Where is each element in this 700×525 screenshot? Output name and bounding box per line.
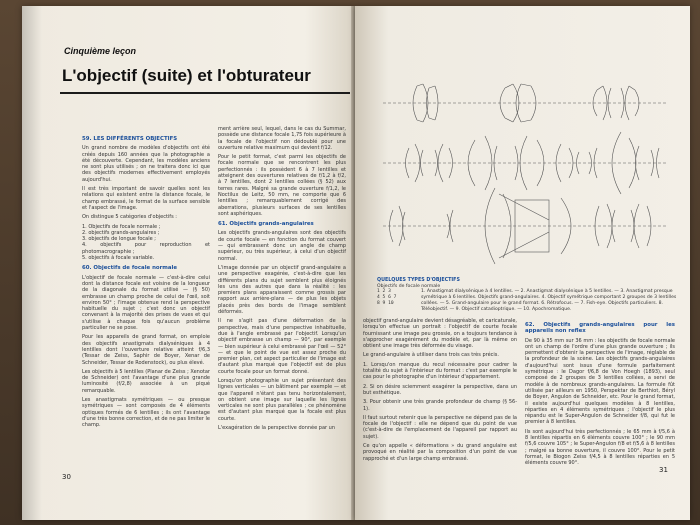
paragraph: Les anastigmats symétriques — ou presque symétriques — sont composés de 4 éléments optiques formés de 6 lentilles ; ils ont l'avantage d'une très bonne correction, et de ne pas limiter le champ. <box>82 396 210 429</box>
section-heading: 60. Objectifs de focale normale <box>82 265 178 272</box>
right-column-2 <box>525 318 675 470</box>
left-page <box>22 6 355 520</box>
grid-row: 1 2 3 <box>377 289 391 295</box>
paragraph: 2. Si on désire sciemment exagérer la perspective, dans un but esthétique. <box>363 383 517 396</box>
left-column-2 <box>218 126 346 434</box>
paragraph: Les objectifs grands-angulaires sont des objectifs de courte focale — en fonction du format couvert — qui embrassent donc un angle de champ supérieur, ou très supérieur, à celui d'un objectif normal. <box>218 230 346 262</box>
paragraph: 1. Lorsqu'on manque du recul nécessaire pour cadrer la totalité du sujet à l'intérieur du format : c'est par exemple le cas pour le photographe d'un intérieur d'appartement. <box>363 361 517 381</box>
paragraph: Pour le petit format, c'est parmi les objectifs de focale normale que se rencontrent les plus perfectionnés : ils possèdent 6 à 7 lentilles et atteignent des ouvertures relatives de f/1,2 à f/2, à 7 lentilles, dont 2 lentilles collées (§ 52) aux terres rares. Malgré sa grande ouverture f/1,2, le Noctilux de Leitz, 50 mm, ne comporte que 6 lentilles ; remarquablement corrigé des aberrations, plusieurs surfaces de ses lentilles sont asphériques. <box>218 154 346 217</box>
caption-text: 1. Anastigmat dialysénique à 4 lentilles. — 2. Anastigmat dialysénique à 5 lentilles. — 3. Anastigmat presque symétrique à 6 lentilles. Objectifs grand-angulaires. 4. Objectif symétrique comportant 2 groupes de 3 lentilles collées. — 5. Grand-angulaire pour le grand format. 6. Rétrofocus. — 7. Fish-eye. Objectifs particuliers. 8. Téléobjectif. — 9. Objectif catadioptrique. — 10. Apochromatique. <box>421 289 677 312</box>
paragraph: L'objectif de focale normale — c'est-à-dire celui dont la distance focale est voisine de la longueur de la diagonale du format utilisé — (§ 50) embrasse un champ proche de celui de l'œil, soit environ 50° ; l'image obtenue rend la perspective habituelle du sujet ; c'est donc un objectif convenant à la majorité des prises de vues et qui s'utilise à chaque fois qu'aucun problème particulier ne se pose. <box>82 274 210 332</box>
paragraph: Les objectifs à 5 lentilles (Planar de Zeiss ; Xenotar de Schneider) ont l'avantage d'une plus grande luminosité (f/2,8) associée à un piqué remarquable. <box>82 368 210 394</box>
caption-subtitle: Objectifs de focale normale <box>377 283 441 289</box>
section-heading: 61. Objectifs grands-angulaires <box>218 221 314 228</box>
lens-diagram-figure <box>375 48 675 278</box>
paragraph: Ce qu'on appelle « déformations » du grand angulaire est provoqué en réalité par la composition d'un point de vue rapproché et d'un large champ embrassé. <box>363 443 517 462</box>
paragraph: Un grand nombre de modèles d'objectifs ont été créés depuis 160 années que la photographie a été découverte. Cependant, les modèles anciens ne sont plus utilisés ; on ne traitera donc ici que des objectifs modernes effectivement employés aujourd'hui. <box>82 145 210 183</box>
right-page <box>355 6 690 520</box>
paragraph: Lorsqu'on photographie un sujet présentant des lignes verticales — un bâtiment par exemple — et que l'appareil n'étant pas tenu horizontalement, on obtient une image sur laquelle les lignes verticales ne sont plus parallèles ; ce phénomène est d'autant plus marqué que la focale est plus courte. <box>218 377 346 422</box>
paragraph: L'image donnée par un objectif grand-angulaire a une perspective exagérée, c'est-à-dire que les différents plans du sujet semblent plus éloignés les uns des autres que dans la réalité : les premiers plans apparaissent comme grossis par rapport aux arrière-plans — de plus les objets placés près des bords de l'image semblent déformés. <box>218 264 346 316</box>
paragraph: Pour les appareils de grand format, on emploie des objectifs anastigmats dialyséniques à 4 lentilles dont l'ouverture relative atteint f/6,3 (Tessar de Zeiss, Saphir de Boyer, Xenar de Schneider, Tessar de Rodenstock), ou plus élevé. <box>82 334 210 366</box>
right-column-1 <box>363 318 517 465</box>
list-item: 4. objectifs pour reproduction et photomacrographie ; <box>82 242 210 255</box>
figure-caption <box>377 278 677 312</box>
grid-row: 8 9 10 <box>377 300 394 306</box>
left-column-1 <box>82 132 210 431</box>
paragraph: ment arrière seul, lequel, dans le cas du Summar, possède une distance focale 1,75 fois supérieure à la focale de l'objectif non dédoublé pour une ouverture relative maximum qui devient f/12. <box>218 126 346 151</box>
caption-title: QUELQUES TYPES D'OBJECTIFS <box>377 278 460 283</box>
list-item: 1. Objectifs de focale normale ; <box>82 223 161 230</box>
title-underline <box>60 92 350 94</box>
grid-row: 4 5 6 7 <box>377 295 397 301</box>
paragraph: Il ne s'agit pas d'une déformation de la perspective, mais d'une perspective inhabituelle, due à l'angle embrassé par l'objectif. Lorsqu'un objectif embrasse un champ — 90°, par exemple — bien supérieur à celui embrassé par l'œil — 52° — et que le point de vue est assez proche du premier plan, cet aspect particulier de l'image est d'autant plus marqué que l'objectif est de plus courte focale pour un format donné. <box>218 318 346 375</box>
page-edge-shadow <box>22 6 42 520</box>
lesson-label: Cinquième leçon <box>64 46 137 56</box>
paragraph: 3. Pour obtenir une très grande profondeur de champ (§ 56-1). <box>363 399 517 412</box>
paragraph: L'exagération de la perspective donnée par un <box>218 425 336 432</box>
paragraph: Il faut surtout retenir que la perspective ne dépend pas de la focale de l'objectif : elle ne dépend que du point de vue (c'est-à-dire de l'emplacement de l'appareil par rapport au sujet). <box>363 414 517 440</box>
page-number-left: 30 <box>62 473 71 481</box>
section-heading: 62. Objectifs grands-angulaires pour les appareils non reflex <box>525 322 675 335</box>
page-number-right: 31 <box>659 466 668 474</box>
chapter-title: L'objectif (suite) et l'obturateur <box>62 66 311 85</box>
paragraph: Le grand-angulaire à utiliser dans trois cas très précis. <box>363 352 499 359</box>
paragraph: De 90 à 35 mm sur 36 mm : les objectifs de focale normale ont un champ de l'ordre d'une plus grande ouverture ; ils permettent d'obtenir la perspective de l'image, réglable de la profondeur de la scène. Les objectifs grands-angulaires d'aujourd'hui sont issus d'une formule parfaitement symétrique : le Dagor f/6,8 de Von Hoegh (1893), seul composé de 2 groupes de 3 lentilles collées, a servi de modèle à de nombreux grands-angulaires. La formule fût utilisée par ailleurs en 1950, Perspektar de Berthiot, Béryl de Boyer, Angulon de Schneider, etc. Pour le grand format, il existe aujourd'hui quelques modèles à 8 lentilles, réparties en 4 éléments symétriques ; l'objectif le plus répandu est le Super-Angulon de Schneider f/8, qui fut le premier à 8 lentilles. <box>525 337 675 426</box>
paragraph: Il est très important de savoir quelles sont les relations qui existent entre la distance focale, le champ embrassé, le format de la surface sensible et l'aspect de l'image. <box>82 186 210 211</box>
list-item: 5. objectifs à focale variable. <box>82 255 155 262</box>
lens-diagrams <box>375 48 675 288</box>
open-book <box>22 6 690 520</box>
paragraph: objectif grand-angulaire devient désagréable, et caricaturale, lorsqu'on effectue un portrait : l'objectif de courte focale fournissant une image peu grossie, on a toujours tendance à s'approcher exagérément du modèle et, par là même on obtient une image très déformée du visage. <box>363 318 518 350</box>
list-item: 3. objectifs de longue focale ; <box>82 236 156 243</box>
paragraph: Ils sont aujourd'hui très perfectionnés ; le 65 mm à f/5,6 à 8 lentilles répartis en 6 éléments couvre 100° ; le 90 mm f/5,6 couvre 105° ; le Super-Angulon f/8 et f/5,6 à 8 lentilles ; malgré sa bonne ouverture, il couvre 100°. Pour le petit format, le Biogon Zeiss f/4,5 à 8 lentilles réparties en 5 éléments couvre 90°. <box>525 428 675 467</box>
list-item: 2. objectifs grands-angulaires ; <box>82 229 160 236</box>
paragraph: On distingue 5 catégories d'objectifs : <box>82 214 177 221</box>
caption-number-grid <box>377 289 415 312</box>
section-heading: 59. LES DIFFÉRENTS OBJECTIFS <box>82 136 178 142</box>
